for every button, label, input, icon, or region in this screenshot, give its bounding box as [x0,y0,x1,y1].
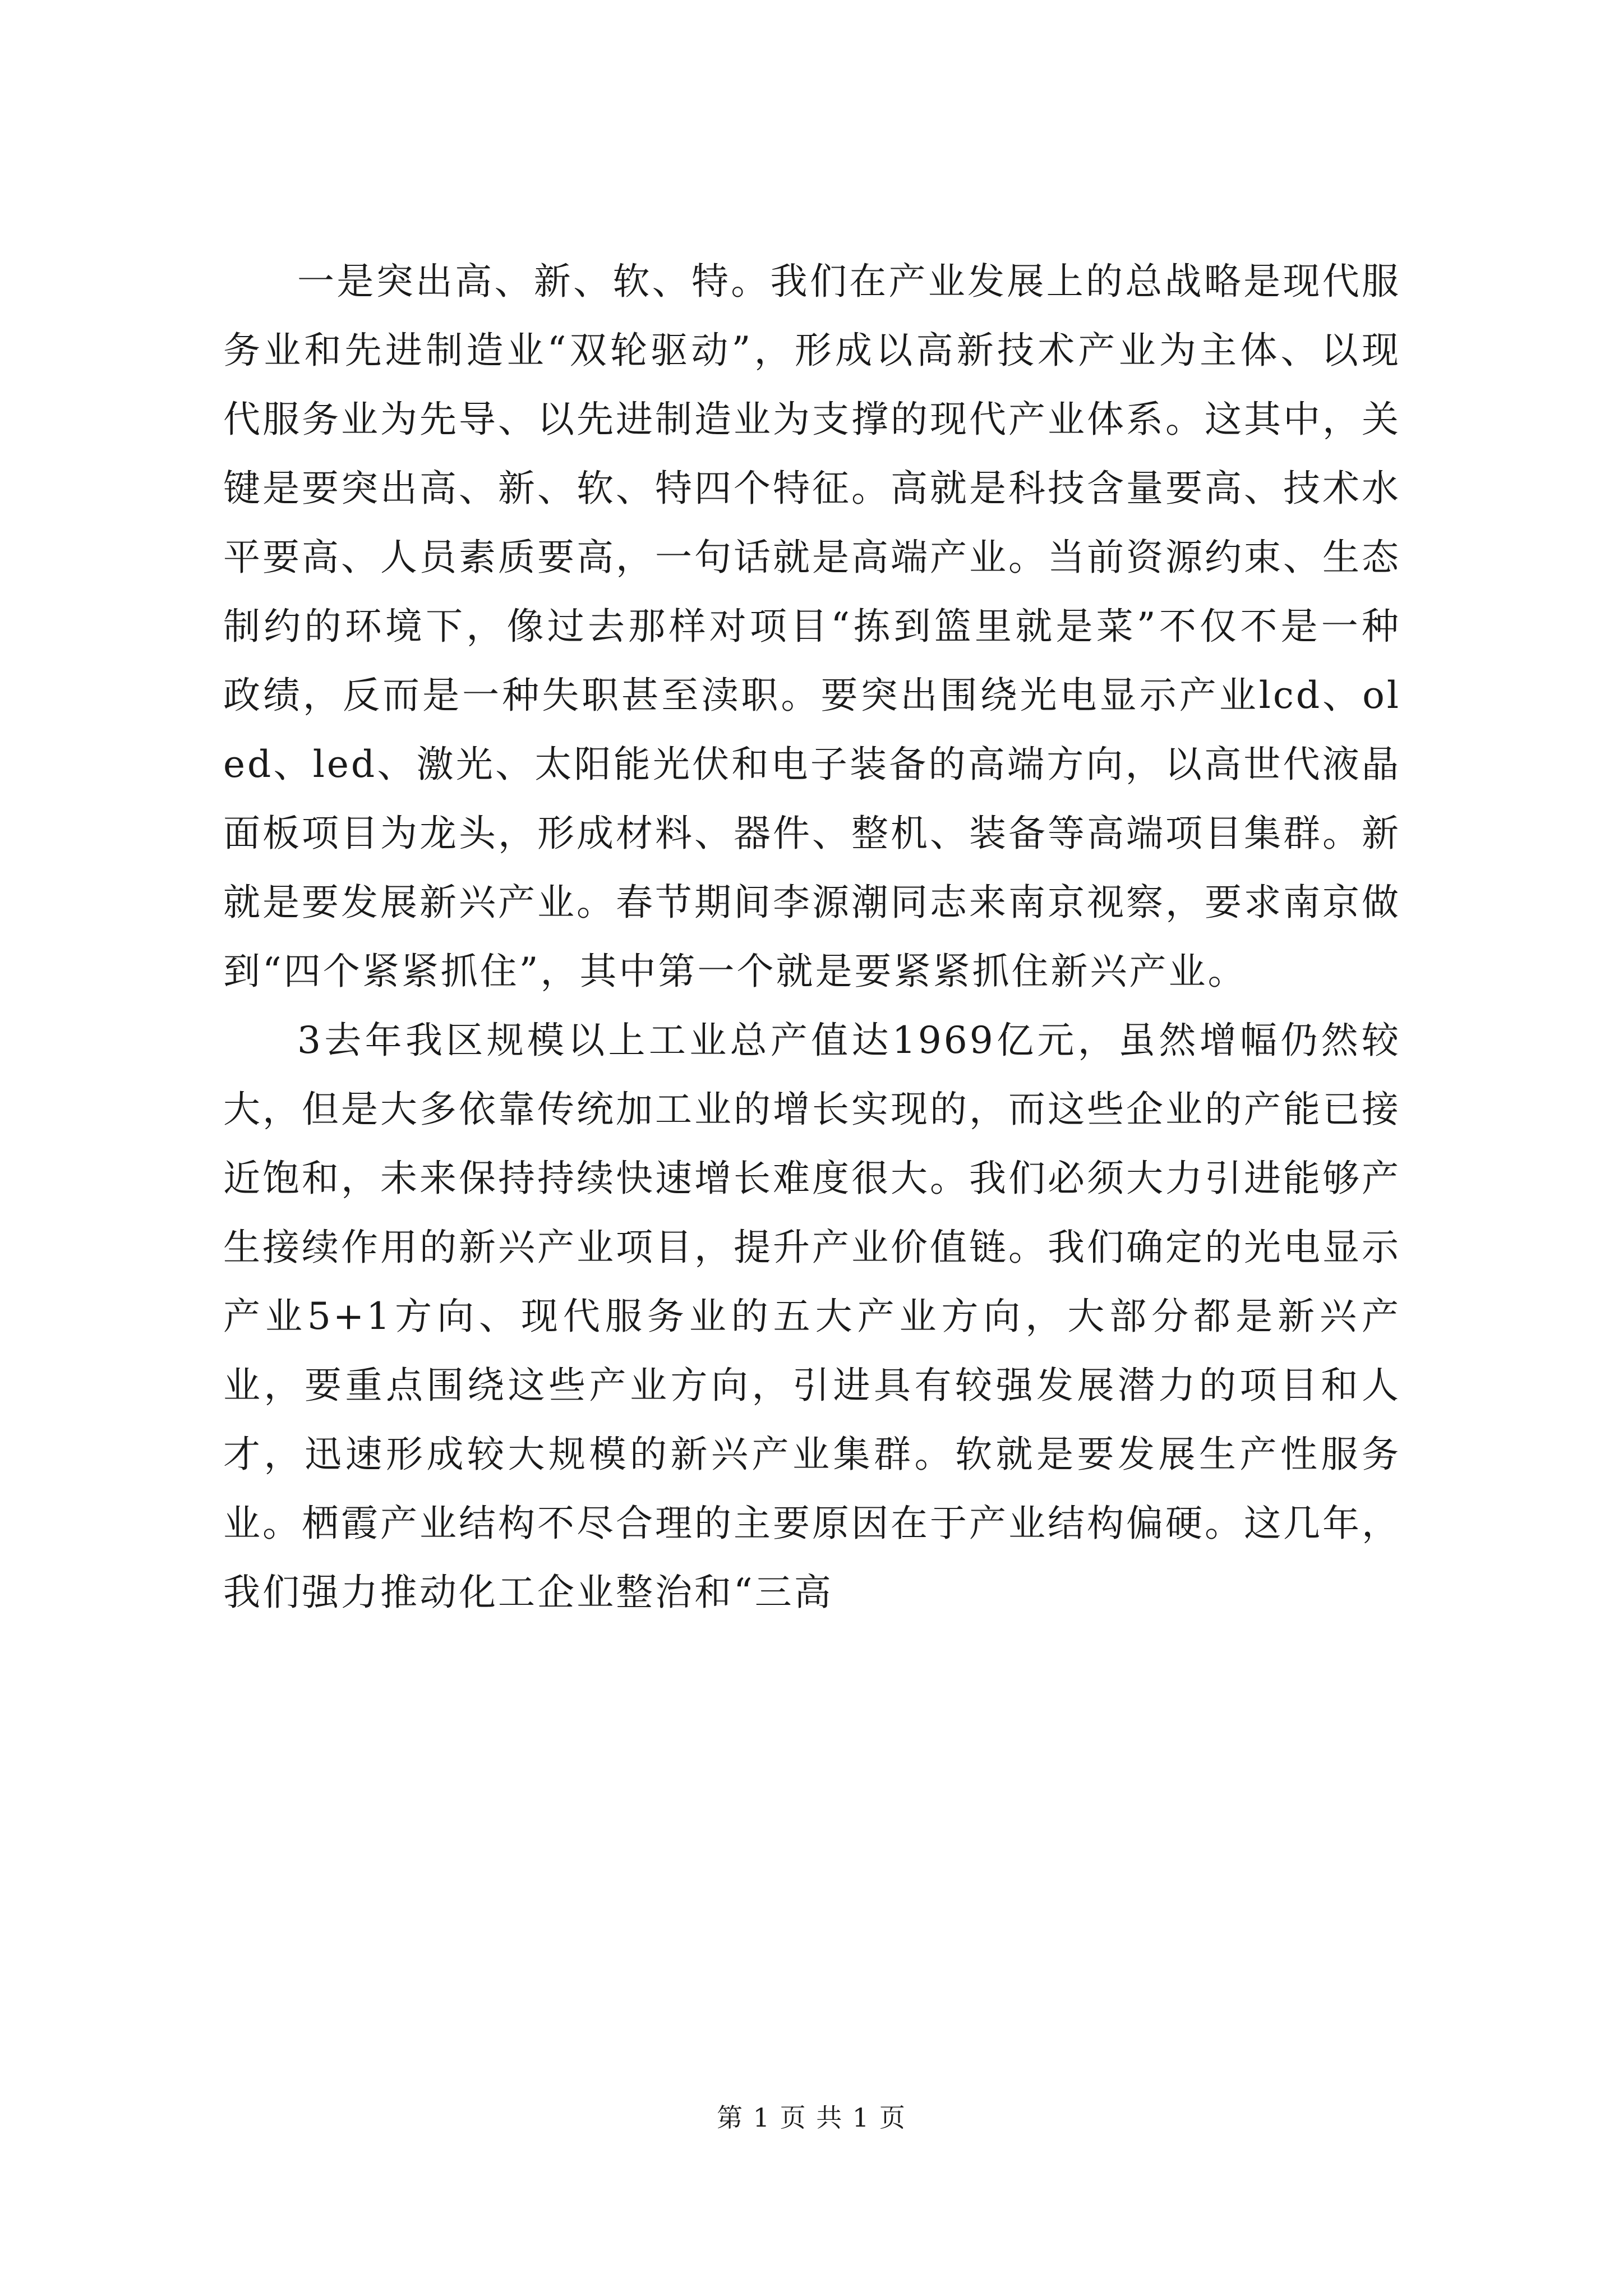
paragraph: 一是突出高、新、软、特。我们在产业发展上的总战略是现代服务业和先进制造业“双轮驱动”，形成以高新技术产业为主体、以现代服务业为先导、以先进制造业为支撑的现代产业体系。这其中，关键是要突出高、新、软、特四个特征。高就是科技含量要高、技术水平要高、人员素质要高，一句话就是高端产业。当前资源约束、生态制约的环境下，像过去那样对项目“拣到篮里就是菜”不仅不是一种政绩，反而是一种失职甚至渎职。要突出围绕光电显示产业lcd、oled、led、激光、太阳能光伏和电子装备的高端方向，以高世代液晶面板项目为龙头，形成材料、器件、整机、装备等高端项目集群。新就是要发展新兴产业。春节期间李源潮同志来南京视察，要求南京做到“四个紧紧抓住”，其中第一个就是要紧紧抓住新兴产业。 [223,260,1401,993]
paragraph: 3去年我区规模以上工业总产值达1969亿元，虽然增幅仍然较大，但是大多依靠传统加工业的增长实现的，而这些企业的产能已接近饱和，未来保持持续快速增长难度很大。我们必须大力引进能够产生接续作用的新兴产业项目，提升产业价值链。我们确定的光电显示产业5+1方向、现代服务业的五大产业方向，大部分都是新兴产业，要重点围绕这些产业方向，引进具有较强发展潜力的项目和人才，迅速形成较大规模的新兴产业集群。软就是要发展生产性服务业。栖霞产业结构不尽合理的主要原因在于产业结构偏硬。这几年，我们强力推动化工企业整治和“三高 [223,1019,1401,1614]
document-body [223,247,1401,1627]
page-footer: 第 1 页 共 1 页 [717,2102,906,2133]
